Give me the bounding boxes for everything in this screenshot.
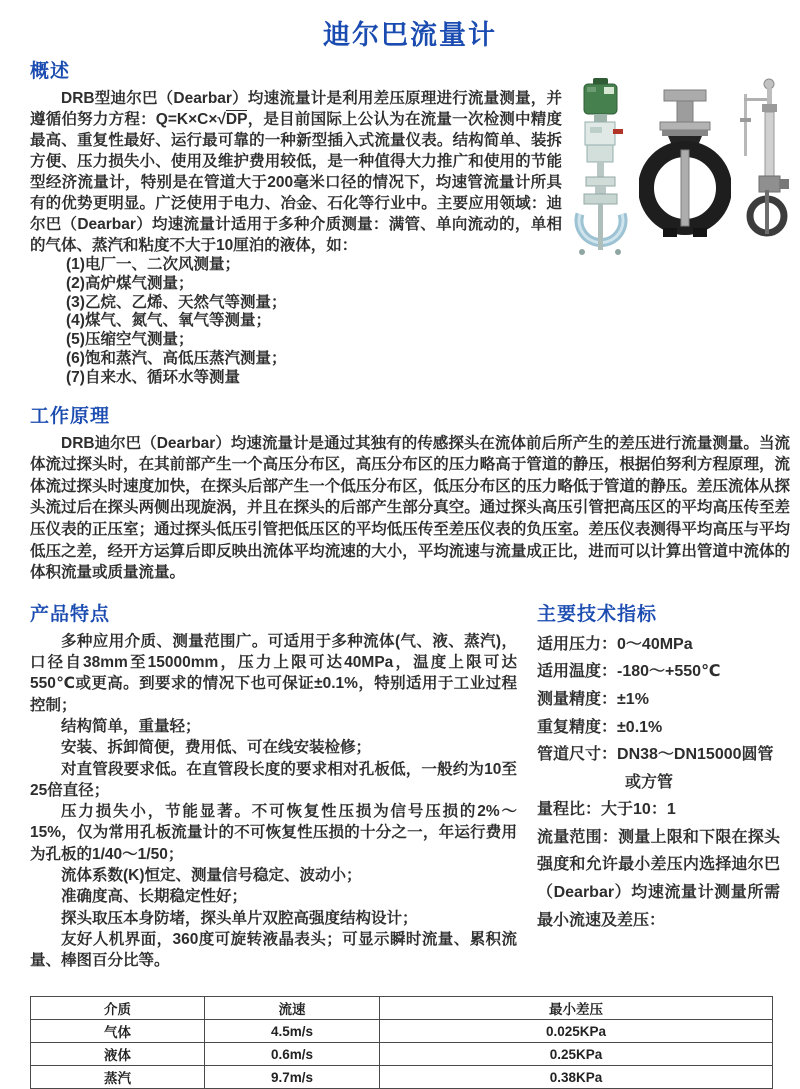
- spec-line: [537, 741, 780, 769]
- table-header-row: [31, 997, 773, 1020]
- spec-line: [537, 796, 780, 824]
- spec-label: 管道尺寸：: [537, 746, 618, 764]
- spec-line: [537, 824, 780, 934]
- table-row: [31, 1066, 773, 1089]
- spec-value: ±1%: [617, 690, 649, 708]
- table-cell: 0.25KPa: [380, 1043, 773, 1066]
- spec-value: 0～40MPa: [617, 635, 693, 653]
- section-specs: [517, 590, 780, 972]
- features-heading: 产品特点: [30, 603, 111, 625]
- product-photo-insertion-flowmeter-icon: [568, 76, 634, 258]
- application-item: (5)压缩空气测量；: [66, 331, 194, 349]
- spec-value: -180～+550℃: [617, 663, 721, 681]
- section-principle: [30, 401, 790, 584]
- application-item: (3)乙烷、乙烯、天然气等测量；: [66, 293, 287, 311]
- spec-value: ±0.1%: [617, 718, 663, 736]
- spec-line: [537, 769, 780, 797]
- feature-item: 安装、拆卸简便，费用低、可在线安装检修；: [61, 739, 372, 757]
- spec-label: 流量范围：: [537, 828, 619, 846]
- application-item: (2)高炉煤气测量；: [66, 274, 194, 292]
- section-overview: [30, 56, 790, 388]
- product-photo-ring-clamp-flowmeter-icon: [639, 76, 731, 244]
- media-table: [30, 996, 773, 1089]
- feature-item: 对直管段要求低。在直管段长度的要求相对孔板低，一般约为10至25倍直径；: [30, 760, 517, 799]
- table-row: [31, 1043, 773, 1066]
- sqrt-formula: √DP: [217, 111, 248, 128]
- feature-item: 准确度高、长期稳定性好；: [61, 888, 248, 906]
- feature-item: 多种应用介质、测量范围广。可适用于多种流体(气、液、蒸汽)，口径自38mm至15000mm，压力上限可达40MPa，温度上限可达550℃或更高。到要求的情况下也可保证±0.1%，特别适用于工业过程控制；: [30, 632, 517, 714]
- application-list: [66, 256, 790, 388]
- spec-label: 测量精度：: [537, 690, 618, 708]
- feature-item: 流体系数(K)恒定、测量信号稳定、波动小；: [61, 867, 362, 884]
- application-item: (7)自来水、循环水等测量: [66, 368, 240, 386]
- product-photos: [568, 76, 790, 262]
- table-cell: 0.6m/s: [205, 1043, 380, 1066]
- spec-line: [537, 686, 780, 714]
- spec-line: [537, 714, 780, 742]
- principle-heading: 工作原理: [30, 405, 111, 427]
- spec-line: [537, 631, 780, 659]
- feature-item: 友好人机界面，360度可旋转液晶表头；可显示瞬时流量、累积流量、棒图百分比等。: [30, 930, 517, 970]
- table-cell: 液体: [31, 1043, 205, 1066]
- product-photo-slim-probe-flowmeter-icon: [736, 76, 790, 248]
- page-title: 迪尔巴流量计: [323, 20, 497, 50]
- spec-label: 适用温度：: [537, 663, 618, 681]
- principle-paragraph: DRB迪尔巴（Dearbar）均速流量计是通过其独有的传感探头在流体前后所产生的差压进行流量测量。当流体流过探头时，在其前部产生一个高压分布区，高压分布区的压力略高于管道的静压，根据伯努利方程原理，流体流过探头时速度加快，在探头后部产生一个低压分布区，低压分布区的压力略低于管道的静压。差压流体从探头流过后在探头两侧出现旋涡，并且在探头的后部产生部分真空。通过探头高压引管把高压区的平均高压传至差压仪表的正压室；通过探头低压引管把低压区的平均低压传至差压仪表的负压室。差压仪表测得平均高压与平均低压之差，经开方运算后即反映出流体平均流速的大小，平均流速与流量成正比，进而可以计算出管道中流体的体积流量或质量流量。: [30, 434, 790, 582]
- feature-item: 压力损失小，节能显著。不可恢复性压损为信号压损的2%～15%，仅为常用孔板流量计的不可恢复性压损的十分之一，年运行费用为孔板的1/40～1/50；: [30, 803, 517, 863]
- table-header-cell: 最小差压: [380, 997, 773, 1020]
- application-item: (6)饱和蒸汽、高低压蒸汽测量；: [66, 349, 287, 367]
- table-cell: 4.5m/s: [205, 1020, 380, 1043]
- spec-value: 测量上限和下限在探头强度和允许最小差压内选择迪尔巴（Dearbar）均速流量计测量所需最小流速及差压：: [537, 828, 780, 929]
- spec-label: 适用压力：: [537, 635, 618, 653]
- section-features: [30, 590, 517, 972]
- feature-item: 结构简单，重量轻；: [61, 717, 201, 735]
- overview-paragraph: DRB型迪尔巴（Dearbar）均速流量计是利用差压原理进行流量测量，并遵循伯努力方程：Q=K×C×√DP，是目前国际上公认为在流量一次检测中精度最高、重复性最好、运行最可靠的一种新型插入式流量仪表。结构简单、装拆方便、压力损失小、使用及维护费用较低，是一种值得大力推广和使用的节能型经济流量计，特别是在管道大于200毫米口径的情况下，均速管流量计所具有的优势更明显。广泛使用于电力、冶金、石化等行业中。主要应用领域：迪尔巴（Dearbar）均速流量计适用于多种介质测量：满管、单向流动的，单相的气体、蒸汽和粘度不大于10厘泊的液体，如：: [30, 90, 562, 254]
- table-row: [31, 1020, 773, 1043]
- overview-heading: 概述: [30, 61, 71, 82]
- feature-item: 探头取压本身防堵，探头单片双腔高强度结构设计；: [61, 909, 418, 927]
- table-cell: 0.38KPa: [380, 1066, 773, 1089]
- spec-value: 或方管: [625, 773, 674, 791]
- spec-value: DN38～DN15000圆管: [617, 746, 774, 764]
- table-cell: 气体: [31, 1020, 205, 1043]
- spec-label: 量程比：: [537, 801, 602, 819]
- specs-heading: 主要技术指标: [537, 603, 658, 625]
- table-cell: 蒸汽: [31, 1066, 205, 1089]
- table-cell: 9.7m/s: [205, 1066, 380, 1089]
- application-item: (1)电厂一、二次风测量；: [66, 256, 240, 273]
- spec-label: 重复精度：: [537, 718, 618, 736]
- spec-value: 大于10：1: [601, 801, 676, 819]
- table-header-cell: 介质: [31, 997, 205, 1020]
- spec-line: [537, 658, 780, 686]
- two-column-area: [30, 590, 790, 972]
- table-cell: 0.025KPa: [380, 1020, 773, 1043]
- application-item: (4)煤气、氮气、氧气等测量；: [66, 312, 271, 330]
- table-header-cell: 流速: [205, 997, 380, 1020]
